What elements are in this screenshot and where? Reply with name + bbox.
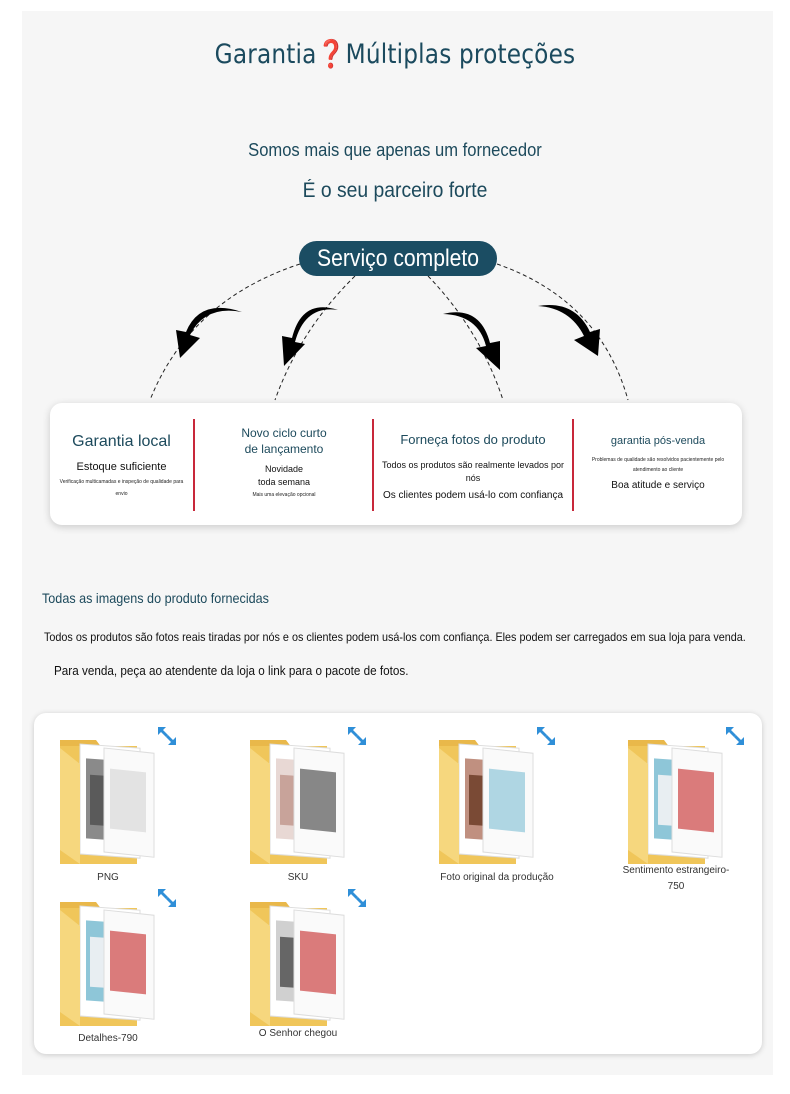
folder-label: Foto original da produção xyxy=(440,872,554,883)
subtitle-supplier: Somos mais que apenas um fornecedor xyxy=(248,140,542,160)
service-local-guarantee xyxy=(50,403,193,525)
folder-item[interactable] xyxy=(60,900,190,1050)
page-title: Garantia❓Múltiplas proteções xyxy=(214,39,576,70)
curved-arrow-icon xyxy=(176,308,242,358)
curved-arrow-icon xyxy=(282,307,338,366)
shortcut-arrow-icon xyxy=(535,725,557,747)
folder-icon xyxy=(60,738,190,868)
service-launch-cycle xyxy=(195,403,373,525)
service-line: Os clientes podem usá-lo com confiança xyxy=(382,490,564,501)
folder-icon xyxy=(628,738,758,868)
folder-label: O Senhor chegou xyxy=(258,1028,338,1039)
folder-label: Sentimento estrangeiro-750 xyxy=(622,865,730,892)
service-note: Mais uma elevação opcional xyxy=(252,492,316,498)
service-title: garantia pós-venda xyxy=(610,435,706,447)
folder-icon xyxy=(250,738,380,868)
service-title: Forneça fotos do produto xyxy=(400,432,546,447)
folder-item[interactable] xyxy=(439,738,569,888)
shortcut-arrow-icon xyxy=(346,887,368,909)
service-line: Novidade toda semana xyxy=(257,464,311,487)
section-description: Todos os produtos são fotos reais tiradas por nós e os clientes podem usá-los com confiança. Eles podem ser carregados em sua loja para venda. xyxy=(44,630,746,644)
folder-item[interactable] xyxy=(60,738,190,888)
folder-label: Detalhes-790 xyxy=(78,1033,138,1044)
section-title: Todas as imagens do produto fornecidas xyxy=(42,590,269,606)
service-after-sales xyxy=(574,403,742,525)
connector-arcs xyxy=(0,0,790,420)
service-title: Novo ciclo curto de lançamento xyxy=(241,426,327,456)
shortcut-arrow-icon xyxy=(724,725,746,747)
service-line: Boa atitude e serviço xyxy=(611,480,705,491)
service-product-photos xyxy=(374,403,572,525)
folder-label: PNG xyxy=(97,872,119,883)
service-line: Estoque suficiente xyxy=(76,461,167,473)
service-line: Todos os produtos são realmente levados por nós xyxy=(381,460,565,483)
folder-label: SKU xyxy=(287,872,309,883)
service-title: Garantia local xyxy=(72,433,171,450)
services-card xyxy=(50,403,742,525)
shortcut-arrow-icon xyxy=(156,887,178,909)
subtitle-partner: É o seu parceiro forte xyxy=(302,179,488,202)
section-instruction: Para venda, peça ao atendente da loja o link para o pacote de fotos. xyxy=(54,663,409,678)
shortcut-arrow-icon xyxy=(156,725,178,747)
curved-arrow-icon xyxy=(538,305,600,356)
curved-arrow-icon xyxy=(443,312,500,370)
folder-icon xyxy=(250,900,380,1030)
folder-icon xyxy=(439,738,569,868)
folder-item[interactable] xyxy=(250,738,380,888)
folder-icon xyxy=(60,900,190,1030)
service-note: Verificação multicamadas e inspeção de qualidade para envio xyxy=(59,479,184,497)
shortcut-arrow-icon xyxy=(346,725,368,747)
service-complete-badge: Serviço completo xyxy=(299,241,497,276)
service-note: Problemas de qualidade são resolvidos pacientemente pelo atendimento ao cliente xyxy=(591,457,725,473)
